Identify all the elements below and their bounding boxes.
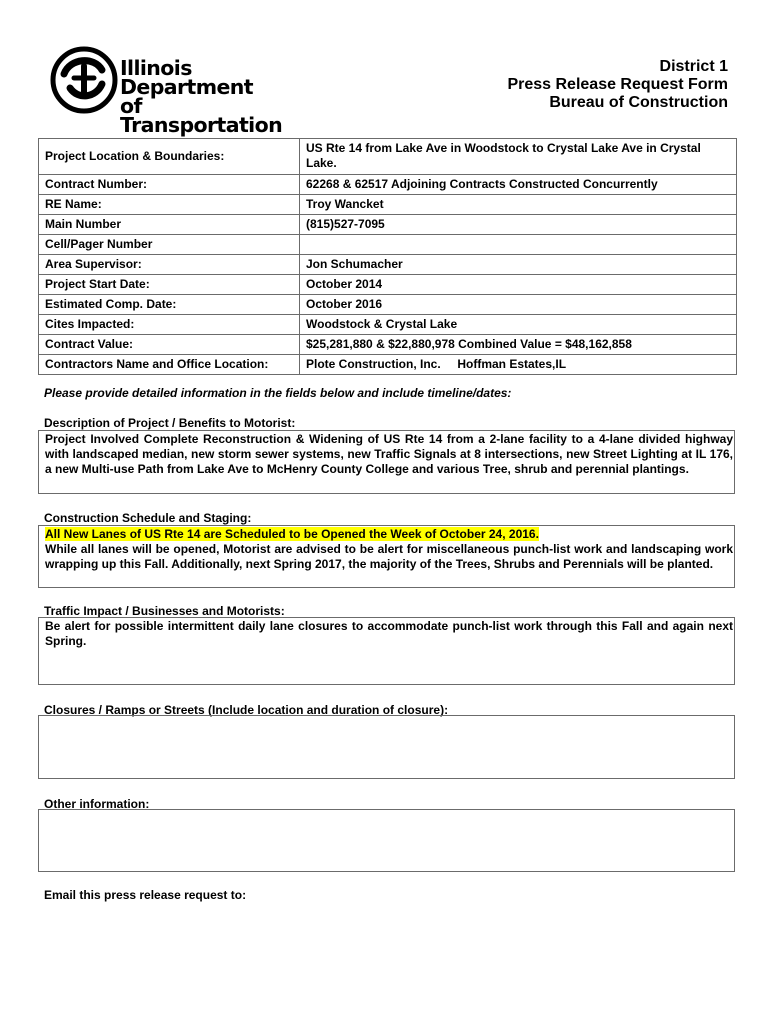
row-value[interactable]: Jon Schumacher <box>300 255 737 275</box>
row-label: Area Supervisor: <box>39 255 300 275</box>
table-row <box>39 315 737 335</box>
table-row <box>39 235 737 255</box>
row-label: Contract Value: <box>39 335 300 355</box>
row-label: Cell/Pager Number <box>39 235 300 255</box>
row-label: Cites Impacted: <box>39 315 300 335</box>
project-info-table <box>38 138 737 375</box>
schedule-text: While all lanes will be opened, Motorist are advised to be alert for miscellaneous punch-list work and landscaping work wrapping up this Fall. Additionally, next Spring 2017, the majority of the Trees, Shrubs and Perennials will be planted. <box>45 542 733 571</box>
row-value[interactable]: 62268 & 62517 Adjoining Contracts Constructed Concurrently <box>300 175 737 195</box>
row-value[interactable]: October 2016 <box>300 295 737 315</box>
schedule-label: Construction Schedule and Staging: <box>44 511 252 525</box>
traffic-field[interactable] <box>38 617 735 685</box>
table-row <box>39 335 737 355</box>
row-value[interactable] <box>300 235 737 255</box>
row-value[interactable]: (815)527-7095 <box>300 215 737 235</box>
description-label: Description of Project / Benefits to Motorist: <box>44 416 296 430</box>
instructions-text: Please provide detailed information in the fields below and include timeline/dates: <box>44 386 512 400</box>
row-value[interactable]: $25,281,880 & $22,880,978 Combined Value = $48,162,858 <box>300 335 737 355</box>
table-row <box>39 195 737 215</box>
row-label: Contract Number: <box>39 175 300 195</box>
table-row <box>39 355 737 375</box>
row-value[interactable]: Plote Construction, Inc. Hoffman Estates,IL <box>300 355 737 375</box>
row-label: Project Location & Boundaries: <box>39 139 300 175</box>
traffic-text: Be alert for possible intermittent daily lane closures to accommodate punch-list work through this Fall and again next Spring. <box>45 619 733 648</box>
idot-logo <box>50 44 295 137</box>
row-value[interactable]: October 2014 <box>300 275 737 295</box>
row-value[interactable]: Woodstock & Crystal Lake <box>300 315 737 335</box>
form-title: Press Release Request Form <box>507 76 728 93</box>
agency-line-2: of Transportation <box>120 94 283 137</box>
row-label: Project Start Date: <box>39 275 300 295</box>
row-label: Estimated Comp. Date: <box>39 295 300 315</box>
schedule-field[interactable] <box>38 525 735 588</box>
district-title: District 1 <box>659 58 728 75</box>
row-label: Contractors Name and Office Location: <box>39 355 300 375</box>
table-row <box>39 295 737 315</box>
table-row <box>39 139 737 175</box>
schedule-highlight-text: All New Lanes of US Rte 14 are Scheduled to be Opened the Week of October 24, 2016. <box>45 527 539 541</box>
agency-line-1: Illinois Department <box>120 56 253 99</box>
description-text: Project Involved Complete Reconstruction & Widening of US Rte 14 from a 2-lane facility to a 4-lane divided highway with landscaped median, new storm sewer systems, new Traffic Signals at 8 intersections, new Street Lighting at IL 176, a new Multi-use Path from Lake Ave to McHenry County College and various Tree, shrub and perennial plantings. <box>45 432 733 476</box>
table-row <box>39 255 737 275</box>
traffic-label: Traffic Impact / Businesses and Motorists: <box>44 604 285 618</box>
bureau-title: Bureau of Construction <box>549 94 728 111</box>
row-value[interactable]: US Rte 14 from Lake Ave in Woodstock to Crystal Lake Ave in Crystal Lake. <box>300 139 737 175</box>
closures-label: Closures / Ramps or Streets (Include location and duration of closure): <box>44 703 449 717</box>
row-value[interactable]: Troy Wancket <box>300 195 737 215</box>
other-field[interactable] <box>38 809 735 872</box>
email-label: Email this press release request to: <box>44 888 247 902</box>
other-label: Other information: <box>44 797 150 811</box>
form-header <box>507 58 728 112</box>
table-row <box>39 175 737 195</box>
table-row <box>39 215 737 235</box>
description-field[interactable] <box>38 430 735 494</box>
idot-emblem-icon <box>50 44 120 116</box>
closures-field[interactable] <box>38 715 735 779</box>
row-label: Main Number <box>39 215 300 235</box>
row-label: RE Name: <box>39 195 300 215</box>
table-row <box>39 275 737 295</box>
agency-name <box>120 56 295 137</box>
